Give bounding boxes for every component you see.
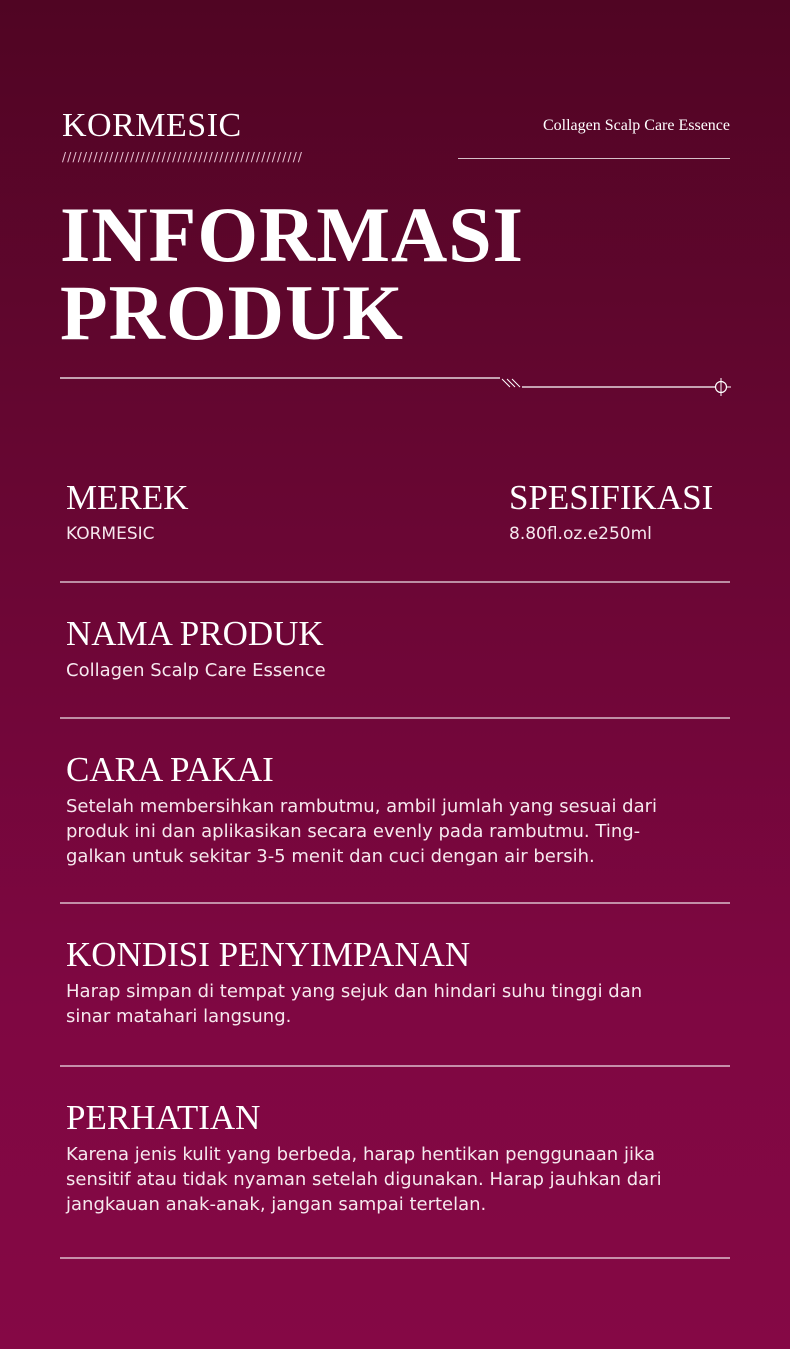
perhatian-title: PERHATIAN [66, 1098, 261, 1137]
text-line: Harap simpan di tempat yang sejuk dan hindari suhu tinggi dan [66, 981, 643, 1002]
text-line: Karena jenis kulit yang berbeda, harap hentikan penggunaan jika [66, 1144, 656, 1165]
divider [60, 902, 730, 904]
text-line: jangkauan anak-anak, jangan sampai tertelan. [66, 1194, 487, 1215]
slash-decoration: ////////////////////////////////////////////// [62, 150, 304, 164]
cara-pakai-text [66, 794, 730, 869]
text-line: produk ini dan aplikasikan secara evenly pada rambutmu. Ting- [66, 821, 641, 842]
spesifikasi-section [509, 478, 739, 547]
product-name-header: Collagen Scalp Care Essence [542, 117, 730, 134]
decorative-line [60, 370, 732, 396]
text-line: sensitif atau tidak nyaman setelah digunakan. Harap jauhkan dari [66, 1169, 662, 1190]
text-line: sinar matahari langsung. [66, 1006, 292, 1027]
divider [60, 1257, 730, 1259]
text-line: galkan untuk sekitar 3-5 menit dan cuci dengan air bersih. [66, 846, 595, 867]
perhatian-section [66, 1098, 730, 1217]
nama-produk-value: Collagen Scalp Care Essence [66, 660, 326, 681]
cara-pakai-section [66, 750, 730, 869]
cara-pakai-title: CARA PAKAI [66, 750, 274, 789]
divider [60, 581, 730, 583]
page-title [60, 191, 525, 356]
merek-section [66, 478, 366, 547]
merek-value: KORMESIC [66, 524, 155, 544]
brand-name: KORMESIC [62, 107, 242, 144]
nama-produk-title: NAMA PRODUK [66, 614, 324, 653]
page-title-line-2: PRODUK [60, 269, 404, 356]
spesifikasi-title: SPESIFIKASI [509, 478, 714, 517]
page-title-line-1: INFORMASI [60, 191, 525, 278]
nama-produk-section [66, 614, 730, 683]
divider [60, 717, 730, 719]
text-line: Setelah membersihkan rambutmu, ambil jumlah yang sesuai dari [66, 796, 658, 817]
perhatian-text [66, 1142, 730, 1217]
header-rule [458, 158, 730, 159]
kondisi-text [66, 979, 730, 1029]
divider [60, 1065, 730, 1067]
spesifikasi-value: 8.80fl.oz.e250ml [509, 524, 652, 544]
kondisi-section [66, 935, 730, 1029]
kondisi-title: KONDISI PENYIMPANAN [66, 935, 471, 974]
merek-title: MEREK [66, 478, 189, 517]
